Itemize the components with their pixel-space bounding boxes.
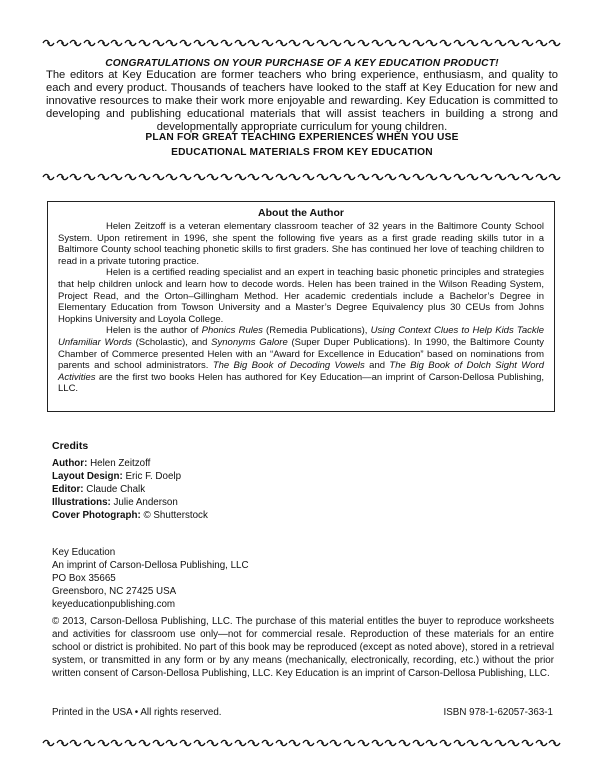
swirl-ornament-icon: [453, 739, 466, 747]
swirl-ornament-icon: [453, 39, 466, 47]
swirl-ornament-icon: [425, 39, 438, 47]
swirl-ornament-icon: [165, 739, 178, 747]
credit-label: Editor:: [52, 484, 84, 495]
address-line: An imprint of Carson-Dellosa Publishing, LLC: [52, 560, 249, 571]
swirl-ornament-icon: [220, 173, 233, 181]
publisher-address: [52, 546, 249, 611]
swirl-ornament-icon: [83, 39, 96, 47]
swirl-ornament-icon: [97, 39, 110, 47]
swirl-ornament-icon: [494, 39, 507, 47]
swirl-ornament-icon: [193, 173, 206, 181]
swirl-ornament-icon: [548, 739, 561, 747]
swirl-ornament-icon: [124, 39, 137, 47]
swirl-ornament-icon: [316, 739, 329, 747]
swirl-ornament-icon: [343, 739, 356, 747]
swirl-ornament-icon: [275, 739, 288, 747]
credit-label: Layout Design:: [52, 471, 123, 482]
swirl-ornament-icon: [343, 173, 356, 181]
swirl-ornament-icon: [152, 739, 165, 747]
about-paragraph-3: [58, 325, 544, 395]
swirl-ornament-icon: [124, 739, 137, 747]
book-title: The Big Book of Dolch Sight Word Activities: [58, 360, 544, 383]
swirl-ornament-icon: [288, 39, 301, 47]
swirl-ornament-icon: [371, 39, 384, 47]
swirl-ornament-icon: [97, 173, 110, 181]
swirl-ornament-icon: [535, 173, 548, 181]
swirl-ornament-icon: [110, 739, 123, 747]
swirl-ornament-icon: [507, 173, 520, 181]
swirl-ornament-icon: [329, 173, 342, 181]
credit-item: [52, 496, 208, 509]
swirl-ornament-icon: [206, 173, 219, 181]
swirl-ornament-icon: [288, 739, 301, 747]
credit-value: Helen Zeitzoff: [90, 458, 151, 469]
swirl-ornament-icon: [329, 739, 342, 747]
credits-heading: Credits: [52, 440, 89, 452]
credit-label: Cover Photograph:: [52, 510, 141, 521]
swirl-ornament-icon: [439, 39, 452, 47]
swirl-ornament-icon: [220, 739, 233, 747]
swirl-ornament-icon: [234, 173, 247, 181]
swirl-ornament-icon: [548, 39, 561, 47]
swirl-ornament-icon: [371, 739, 384, 747]
swirl-ornament-icon: [165, 173, 178, 181]
credit-value: Eric F. Doelp: [125, 471, 182, 482]
isbn: ISBN 978-1-62057-363-1: [443, 707, 553, 718]
swirl-ornament-icon: [152, 39, 165, 47]
swirl-ornament-icon: [234, 39, 247, 47]
swirl-ornament-icon: [398, 739, 411, 747]
swirl-ornament-icon: [179, 739, 192, 747]
intro-paragraph: The editors at Key Education are former teachers who bring experience, enthusiasm, and quality to each and every product. Thousands of teachers have looked to the staff at Key Education for new and innovative resources to make their work more enjoyable and rewarding. Key Education is committed to developing and publishing educational materials that will assist teachers in building a strong and developmentally appropriate curriculum for young children.: [46, 69, 558, 133]
swirl-ornament-icon: [466, 173, 479, 181]
swirl-ornament-icon: [535, 39, 548, 47]
swirl-ornament-icon: [357, 739, 370, 747]
swirl-ornament-icon: [261, 739, 274, 747]
credit-item: [52, 457, 208, 470]
swirl-ornament-icon: [521, 739, 534, 747]
credit-item: [52, 509, 208, 522]
swirl-ornament-icon: [398, 173, 411, 181]
swirl-ornament-icon: [521, 39, 534, 47]
about-paragraph-2: Helen is a certified reading specialist and an expert in teaching basic phonetic principles and strategies that help children unlock and learn how to decode words. Helen has been trained in the Wilson Reading System, Project Read, and the Orton–Gillingham Method. Her academic credentials include a Bachelor’s Degree in Elementary Education from Towson University and a Master’s Degree Equivalency plus 30 CEUs from Johns Hopkins University and Loyola College.: [58, 267, 544, 325]
swirl-ornament-icon: [69, 173, 82, 181]
decorative-border-top: [42, 38, 562, 48]
swirl-ornament-icon: [247, 173, 260, 181]
swirl-ornament-icon: [42, 39, 55, 47]
decorative-border-middle: [42, 172, 562, 182]
about-author-title: About the Author: [258, 207, 344, 219]
swirl-ornament-icon: [247, 39, 260, 47]
swirl-ornament-icon: [288, 173, 301, 181]
book-title: Phonics Rules: [201, 325, 263, 337]
swirl-ornament-icon: [357, 173, 370, 181]
about-p3-text: (Scholastic), and: [131, 336, 212, 348]
swirl-ornament-icon: [507, 39, 520, 47]
credit-item: [52, 470, 208, 483]
swirl-ornament-icon: [439, 173, 452, 181]
swirl-ornament-icon: [507, 739, 520, 747]
swirl-ornament-icon: [439, 739, 452, 747]
swirl-ornament-icon: [56, 173, 69, 181]
swirl-ornament-icon: [206, 39, 219, 47]
swirl-ornament-icon: [275, 173, 288, 181]
congrats-heading: CONGRATULATIONS ON YOUR PURCHASE OF A KEY EDUCATION PRODUCT!: [105, 58, 499, 69]
swirl-ornament-icon: [494, 173, 507, 181]
swirl-ornament-icon: [179, 39, 192, 47]
credit-value: Claude Chalk: [86, 484, 146, 495]
swirl-ornament-icon: [548, 173, 561, 181]
credits-list: [52, 457, 208, 522]
swirl-ornament-icon: [97, 739, 110, 747]
credit-label: Illustrations:: [52, 497, 111, 508]
swirl-ornament-icon: [329, 39, 342, 47]
swirl-ornament-icon: [466, 739, 479, 747]
swirl-ornament-icon: [165, 39, 178, 47]
about-p3-text: and: [364, 360, 390, 372]
swirl-ornament-icon: [83, 739, 96, 747]
swirl-ornament-icon: [193, 39, 206, 47]
swirl-ornament-icon: [357, 39, 370, 47]
swirl-ornament-icon: [138, 739, 151, 747]
about-p3-text: are the first two books Helen has authored for Key Education—an imprint of Carson-Dellosa Publishing, LLC.: [58, 371, 544, 395]
about-p3-text: (Remedia Publications),: [262, 325, 371, 337]
address-line: PO Box 35665: [52, 573, 116, 584]
swirl-ornament-icon: [138, 39, 151, 47]
swirl-ornament-icon: [425, 739, 438, 747]
copyright-notice: © 2013, Carson-Dellosa Publishing, LLC. The purchase of this material entitles the buyer to reproduce worksheets and activities for classroom use only—not for commercial resale. Reproduction of these materials for an entire school or district is prohibited. No part of this book may be reproduced (except as noted above), stored in a retrieval system, or transmitted in any form or by any means (mechanically, electronically, recording, etc.) without the prior written consent of Carson-Dellosa Publishing, LLC. Key Education is an imprint of Carson-Dellosa Publishing, LLC.: [52, 616, 554, 679]
swirl-ornament-icon: [302, 39, 315, 47]
swirl-ornament-icon: [69, 739, 82, 747]
swirl-ornament-icon: [425, 173, 438, 181]
credit-value: Julie Anderson: [113, 497, 178, 508]
swirl-ornament-icon: [343, 39, 356, 47]
swirl-ornament-icon: [261, 39, 274, 47]
swirl-ornament-icon: [56, 739, 69, 747]
credit-label: Author:: [52, 458, 88, 469]
swirl-ornament-icon: [384, 739, 397, 747]
swirl-ornament-icon: [138, 173, 151, 181]
swirl-ornament-icon: [384, 39, 397, 47]
swirl-ornament-icon: [480, 39, 493, 47]
book-title: The Big Book of Decoding Vowels: [212, 360, 365, 372]
credit-value: © Shutterstock: [143, 510, 208, 521]
swirl-ornament-icon: [193, 739, 206, 747]
decorative-border-bottom: [42, 738, 562, 748]
swirl-ornament-icon: [384, 173, 397, 181]
swirl-ornament-icon: [83, 173, 96, 181]
book-title: Using Context Clues to Help Kids Tackle Unfamiliar Words: [58, 325, 544, 348]
about-paragraph-1: Helen Zeitzoff is a veteran elementary classroom teacher of 32 years in the Baltimore County School System. Upon retirement in 1996, she spent the following five years as a first grade reading skills tutor in a Baltimore County school teaching phonetic skills to first graders. She has continued her love of teaching children to read in a private tutoring practice.: [58, 221, 544, 267]
plan-line-2: EDUCATIONAL MATERIALS FROM KEY EDUCATION: [171, 147, 433, 158]
about-p3-text: (Super Duper Publications). In 1990, the Baltimore County Chamber of Commerce presented Helen with an “Award for Excellence in Education” based on nominations from parents and school administrators.: [58, 336, 544, 372]
swirl-ornament-icon: [316, 39, 329, 47]
swirl-ornament-icon: [480, 739, 493, 747]
book-title: Synonyms Galore: [211, 336, 288, 348]
swirl-ornament-icon: [42, 173, 55, 181]
publisher-website: keyeducationpublishing.com: [52, 599, 176, 610]
swirl-ornament-icon: [110, 39, 123, 47]
swirl-ornament-icon: [412, 739, 425, 747]
swirl-ornament-icon: [206, 739, 219, 747]
printed-notice: Printed in the USA • All rights reserved.: [52, 707, 222, 718]
swirl-ornament-icon: [466, 39, 479, 47]
swirl-ornament-icon: [261, 173, 274, 181]
swirl-ornament-icon: [535, 739, 548, 747]
swirl-ornament-icon: [234, 739, 247, 747]
plan-line-1: PLAN FOR GREAT TEACHING EXPERIENCES WHEN YOU USE: [145, 132, 459, 143]
swirl-ornament-icon: [302, 739, 315, 747]
address-line: Greensboro, NC 27425 USA: [52, 586, 177, 597]
swirl-ornament-icon: [110, 173, 123, 181]
address-line: Key Education: [52, 547, 116, 558]
swirl-ornament-icon: [124, 173, 137, 181]
swirl-ornament-icon: [316, 173, 329, 181]
swirl-ornament-icon: [56, 39, 69, 47]
swirl-ornament-icon: [275, 39, 288, 47]
swirl-ornament-icon: [152, 173, 165, 181]
swirl-ornament-icon: [42, 739, 55, 747]
credit-item: [52, 483, 208, 496]
swirl-ornament-icon: [302, 173, 315, 181]
swirl-ornament-icon: [398, 39, 411, 47]
swirl-ornament-icon: [371, 173, 384, 181]
swirl-ornament-icon: [480, 173, 493, 181]
swirl-ornament-icon: [69, 39, 82, 47]
swirl-ornament-icon: [453, 173, 466, 181]
swirl-ornament-icon: [220, 39, 233, 47]
swirl-ornament-icon: [521, 173, 534, 181]
swirl-ornament-icon: [494, 739, 507, 747]
about-p3-text: Helen is the author of: [106, 325, 202, 337]
swirl-ornament-icon: [412, 39, 425, 47]
about-author-box: [47, 201, 555, 412]
swirl-ornament-icon: [247, 739, 260, 747]
swirl-ornament-icon: [412, 173, 425, 181]
swirl-ornament-icon: [179, 173, 192, 181]
